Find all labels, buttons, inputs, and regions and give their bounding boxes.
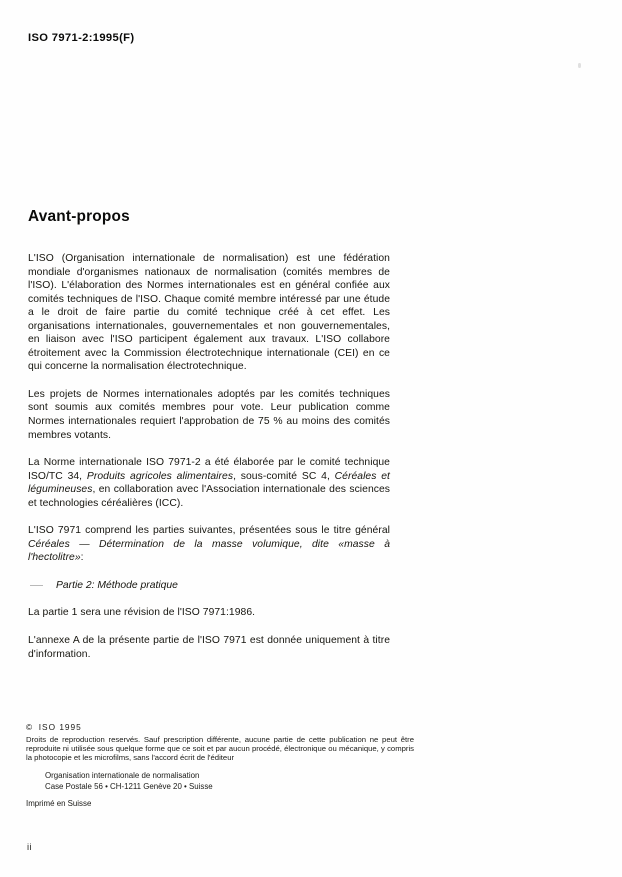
- page-title: Avant-propos: [28, 208, 130, 225]
- organisation-address-block: [45, 771, 418, 792]
- organisation-postal-address: Case Postale 56 • CH-1211 Genève 20 • Suisse: [45, 781, 213, 791]
- organisation-name: Organisation internationale de normalisation: [45, 771, 200, 781]
- paragraph-3-text-tail: , en collaboration avec l'Association internationale des sciences et technologies céréalières (ICC).: [28, 484, 390, 509]
- paragraph-3-text-middle: , sous-comité SC 4,: [233, 470, 335, 482]
- em-dash-marker: [30, 585, 43, 586]
- paragraph-4-text-tail: :: [80, 552, 84, 564]
- copyright-owner-year: ISO 1995: [38, 722, 82, 732]
- document-reference-header: ISO 7971-2:1995(F): [28, 32, 135, 44]
- page-number: ii: [27, 841, 32, 852]
- paragraph-4-text-lead: L'ISO 7971 comprend les parties suivantes, présentées sous le titre général: [28, 525, 390, 537]
- reproduction-rights-text: Droits de reproduction reservés. Sauf prescription différente, aucune partie de cette publication ne peut être reproduite ni utilisée sous quelque forme que ce soit et par aucun procédé, électronique ou mécanique, y compris la photocopie et les microfilms, sans l'accord écrit de l'éditeur: [26, 735, 414, 763]
- copyright-footer: [26, 722, 418, 809]
- part-list-item-label: Partie 2: Méthode pratique: [56, 579, 178, 591]
- copyright-icon: ©: [26, 722, 33, 732]
- foreword-paragraph-1: L'ISO (Organisation internationale de normalisation) est une fédération mondiale d'organismes nationaux de normalisation (comités membres de l'ISO). L'élaboration des Normes internationales est en général confiée aux comités techniques de l'ISO. Chaque comité membre intéressé par une étude a le droit de faire partie du comité technique créé à cet effet. Les organisations internationales, gouvernementales et non gouvernementales, en liaison avec l'ISO participent également aux travaux. L'ISO collabore étroitement avec la Commission électrotechnique internationale (CEI) en ce qui concerne la normalisation électrotechnique.: [28, 253, 390, 373]
- general-title-italic: Céréales — Détermination de la masse volumique, dite «masse à l'hectolitre»: [28, 538, 390, 564]
- paragraph-3-text-lead: La Norme internationale ISO 7971-2 a été élaborée par le comité technique ISO/TC 34,: [28, 457, 390, 482]
- foreword-paragraph-4: [28, 524, 390, 565]
- foreword-paragraph-3: [28, 456, 390, 510]
- committee-title-italic: Produits agricoles alimentaires: [86, 470, 234, 482]
- scan-artifact-speck: [578, 63, 581, 68]
- foreword-paragraph-5: La partie 1 sera une révision de l'ISO 7971:1986.: [28, 607, 256, 619]
- foreword-paragraph-2: Les projets de Normes internationales adoptés par les comités techniques sont soumis aux comités membres pour vote. Leur publication comme Normes internationales requiert l'approbation de 75 % au moins des comités membres votants.: [28, 388, 390, 441]
- printed-in-note: Imprimé en Suisse: [26, 799, 92, 809]
- foreword-section: [28, 208, 390, 661]
- part-list-item: [28, 579, 390, 593]
- foreword-paragraph-6: L'annexe A de la présente partie de l'ISO 7971 est donnée uniquement à titre d'information.: [28, 635, 390, 660]
- subcommittee-title-italic: Céréales et légumineuses: [28, 470, 390, 496]
- copyright-line: [26, 722, 418, 732]
